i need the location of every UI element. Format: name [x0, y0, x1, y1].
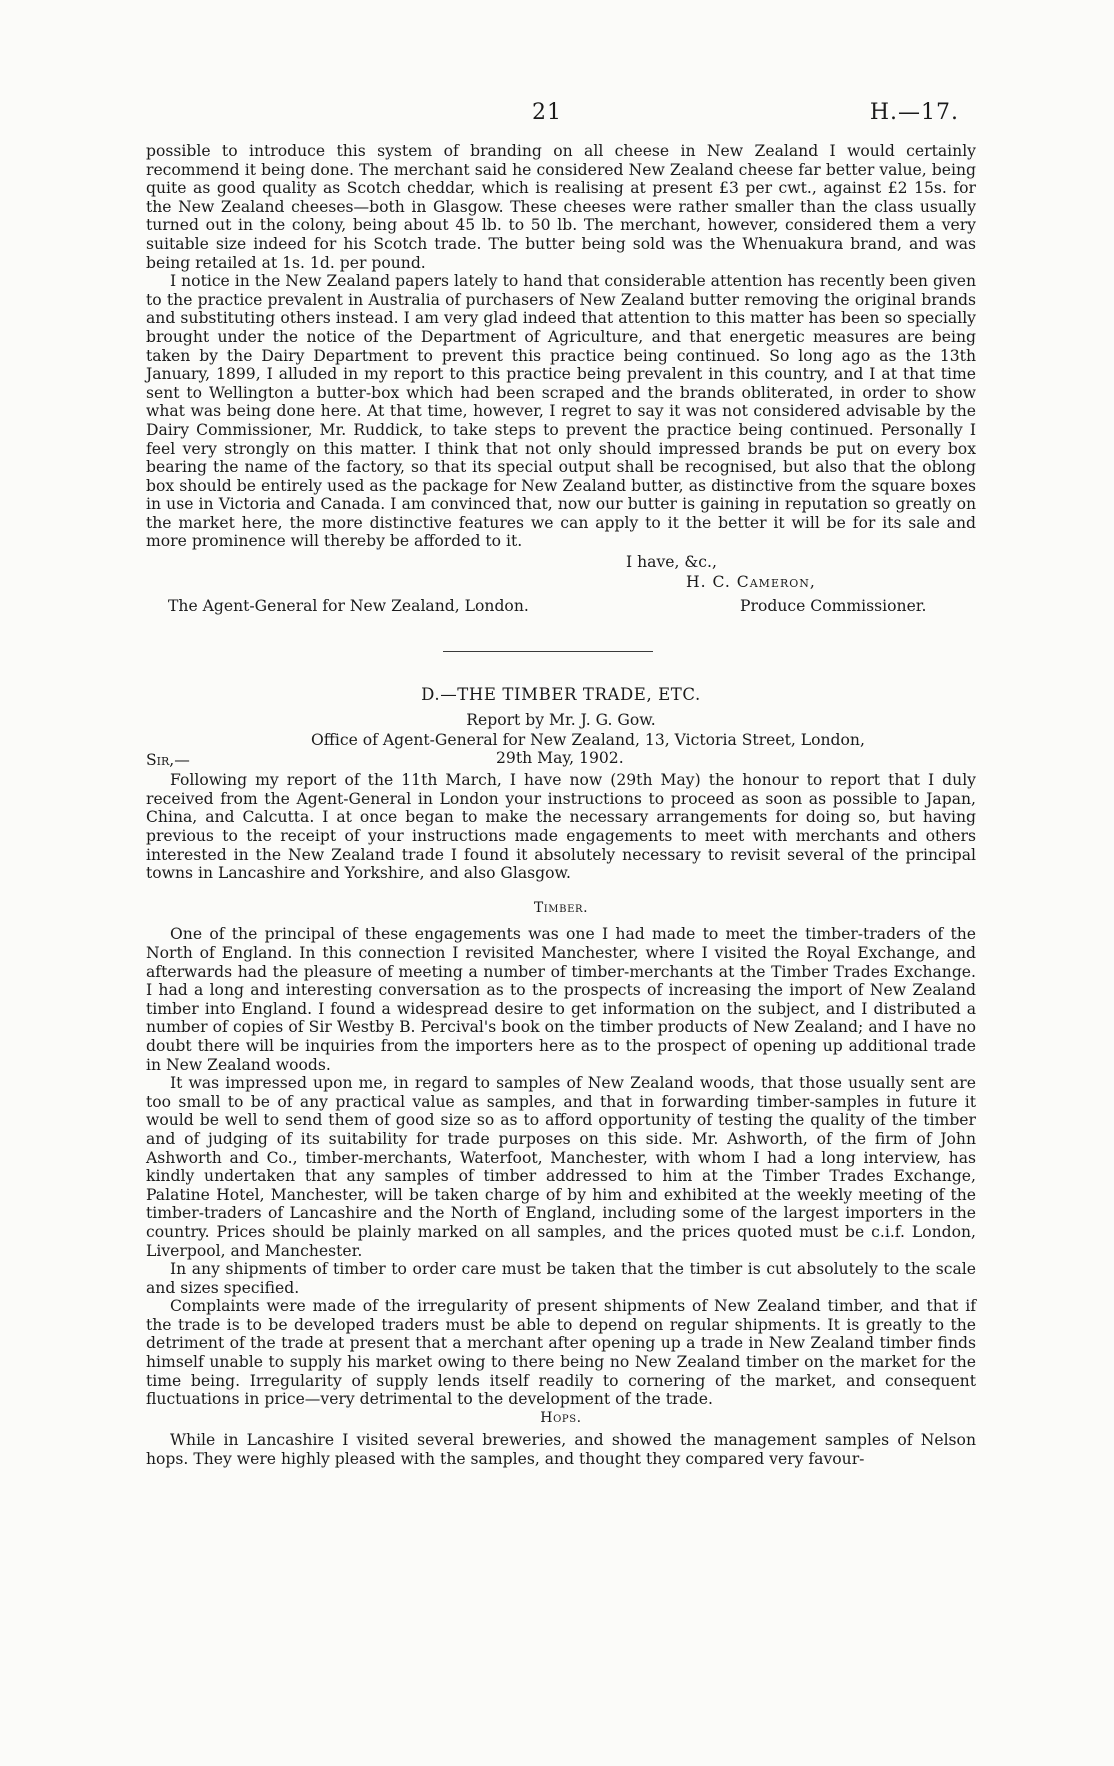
hops-paragraph: While in Lancashire I visited several breweries, and showed the management samples of Nelson hops. They were highly pleased with the samples, and thought they compared very favour- — [146, 1431, 976, 1469]
office-address-block — [146, 731, 976, 771]
timber-paragraph: It was impressed upon me, in regard to samples of New Zealand woods, that those usually sent are too small to be of any practical value as samples, and that in forwarding timber-samples in future it would be well to send them of good size so as to afford opportunity of testing the quality of the timber and of judging of its suitability for trade purposes on this side. Mr. Ashworth, of the firm of John Ashworth and Co., timber-merchants, Waterfoot, Manchester, with whom I had a long interview, has kindly undertaken that any samples of timber addressed to him at the Timber Trades Exchange, Palatine Hotel, Manchester, will be taken charge of by him and exhibited at the weekly meeting of the timber-traders of Lancashire and the North of England, including some of the largest importers in the country. Prices should be plainly marked on all samples, and the prices quoted must be c.i.f. London, Liverpool, and Manchester. — [146, 1074, 976, 1260]
letter-addressee: The Agent-General for New Zealand, London. — [168, 597, 529, 616]
timber-paragraph: One of the principal of these engagements was one I had made to meet the timber-traders of the North of England. In this connection I revisited Manchester, where I visited the Royal Exchange, and afterwards had the pleasure of meeting a number of timber-merchants at the Timber Trades Exchange. I had a long and interesting conversation as to the prospects of increasing the import of New Zealand timber into England. I found a widespread desire to get information on the subject, and I distributed a number of copies of Sir Westby B. Percival's book on the timber products of New Zealand; and I have no doubt there will be inquiries from the importers here as to the prospect of opening up additional trade in New Zealand woods. — [146, 925, 976, 1074]
signer-designation: Produce Commissioner. — [740, 597, 927, 616]
report-byline: Report by Mr. J. G. Gow. — [466, 710, 656, 729]
series-reference: H.—17. — [869, 100, 959, 125]
letter-paragraph: I notice in the New Zealand papers lately to hand that considerable attention has recently been given to the practice prevalent in Australia of purchasers of New Zealand butter removing the original brands and substituting others instead. I am very glad indeed that attention to this matter has been so specially brought under the notice of the Department of Agriculture, and that energetic measures are being taken by the Dairy Department to prevent this practice being continued. So long ago as the 13th January, 1899, I alluded in my report to this practice being prevalent in this country, and I at that time sent to Wellington a butter-box which had been scraped and the brands obliterated, in order to show what was being done here. At that time, however, I regret to say it was not considered advisable by the Dairy Commissioner, Mr. Ruddick, to take steps to prevent the practice being continued. Personally I feel very strongly on this matter. I think that not only should impressed brands be put on every box bearing the name of the factory, so that its special output shall be recognised, but also that the oblong box should be entirely used as the package for New Zealand butter, as distinctive from the square boxes in use in Victoria and Canada. I am convinced that, now our butter is gaining in reputation so greatly on the market here, the more distinctive features we can apply to it the better it will be for its sale and more prominence will thereby be afforded to it. — [146, 272, 976, 551]
report-date: 29th May, 1902. — [496, 749, 624, 768]
page-header — [0, 100, 1114, 140]
letter-signer: H. C. Cameron, — [686, 573, 816, 592]
office-address: Office of Agent-General for New Zealand, 13, Victoria Street, London, — [311, 731, 865, 750]
letter-closing: I have, &c., — [626, 553, 717, 572]
salutation: Sir,— — [146, 751, 190, 770]
page-number: 21 — [532, 100, 562, 125]
timber-subheading: Timber. — [533, 899, 589, 916]
timber-paragraph: Complaints were made of the irregularity of present shipments of New Zealand timber, and that if the trade is to be developed traders must be able to depend on regular shipments. It is greatly to the detriment of the trade at present that a merchant after opening up a trade in New Zealand timber finds himself unable to supply his market owing to there being no New Zealand timber on the market for the time being. Irregularity of supply lends itself readily to cornering of the market, and consequent fluctuations in price—very detrimental to the development of the trade. — [146, 1297, 976, 1409]
letter-signoff — [146, 553, 976, 615]
section-divider — [443, 651, 653, 652]
report-intro-paragraph: Following my report of the 11th March, I have now (29th May) the honour to report that I duly received from the Agent-General in London your instructions to proceed as soon as possible to Japan, China, and Calcutta. I at once began to make the necessary arrangements for doing so, but having previous to the receipt of your instructions made engagements to meet with merchants and others interested in the New Zealand trade I found it absolutely necessary to revisit several of the principal towns in Lancashire and Yorkshire, and also Glasgow. — [146, 771, 976, 883]
section-heading: D.—THE TIMBER TRADE, ETC. — [421, 685, 701, 705]
page-body — [146, 142, 976, 1469]
letter-paragraph: possible to introduce this system of branding on all cheese in New Zealand I would certainly recommend it being done. The merchant said he considered New Zealand cheese far better value, being quite as good quality as Scotch cheddar, which is realising at present £3 per cwt., against £2 15s. for the New Zealand cheeses—both in Glasgow. These cheeses were rather smaller than the class usually turned out in the colony, being about 45 lb. to 50 lb. The merchant, however, considered them a very suitable size indeed for his Scotch trade. The butter being sold was the Whenuakura brand, and was being retailed at 1s. 1d. per pound. — [146, 142, 976, 272]
hops-subheading: Hops. — [540, 1409, 582, 1426]
timber-paragraph: In any shipments of timber to order care must be taken that the timber is cut absolutely to the scale and sizes specified. — [146, 1260, 976, 1297]
